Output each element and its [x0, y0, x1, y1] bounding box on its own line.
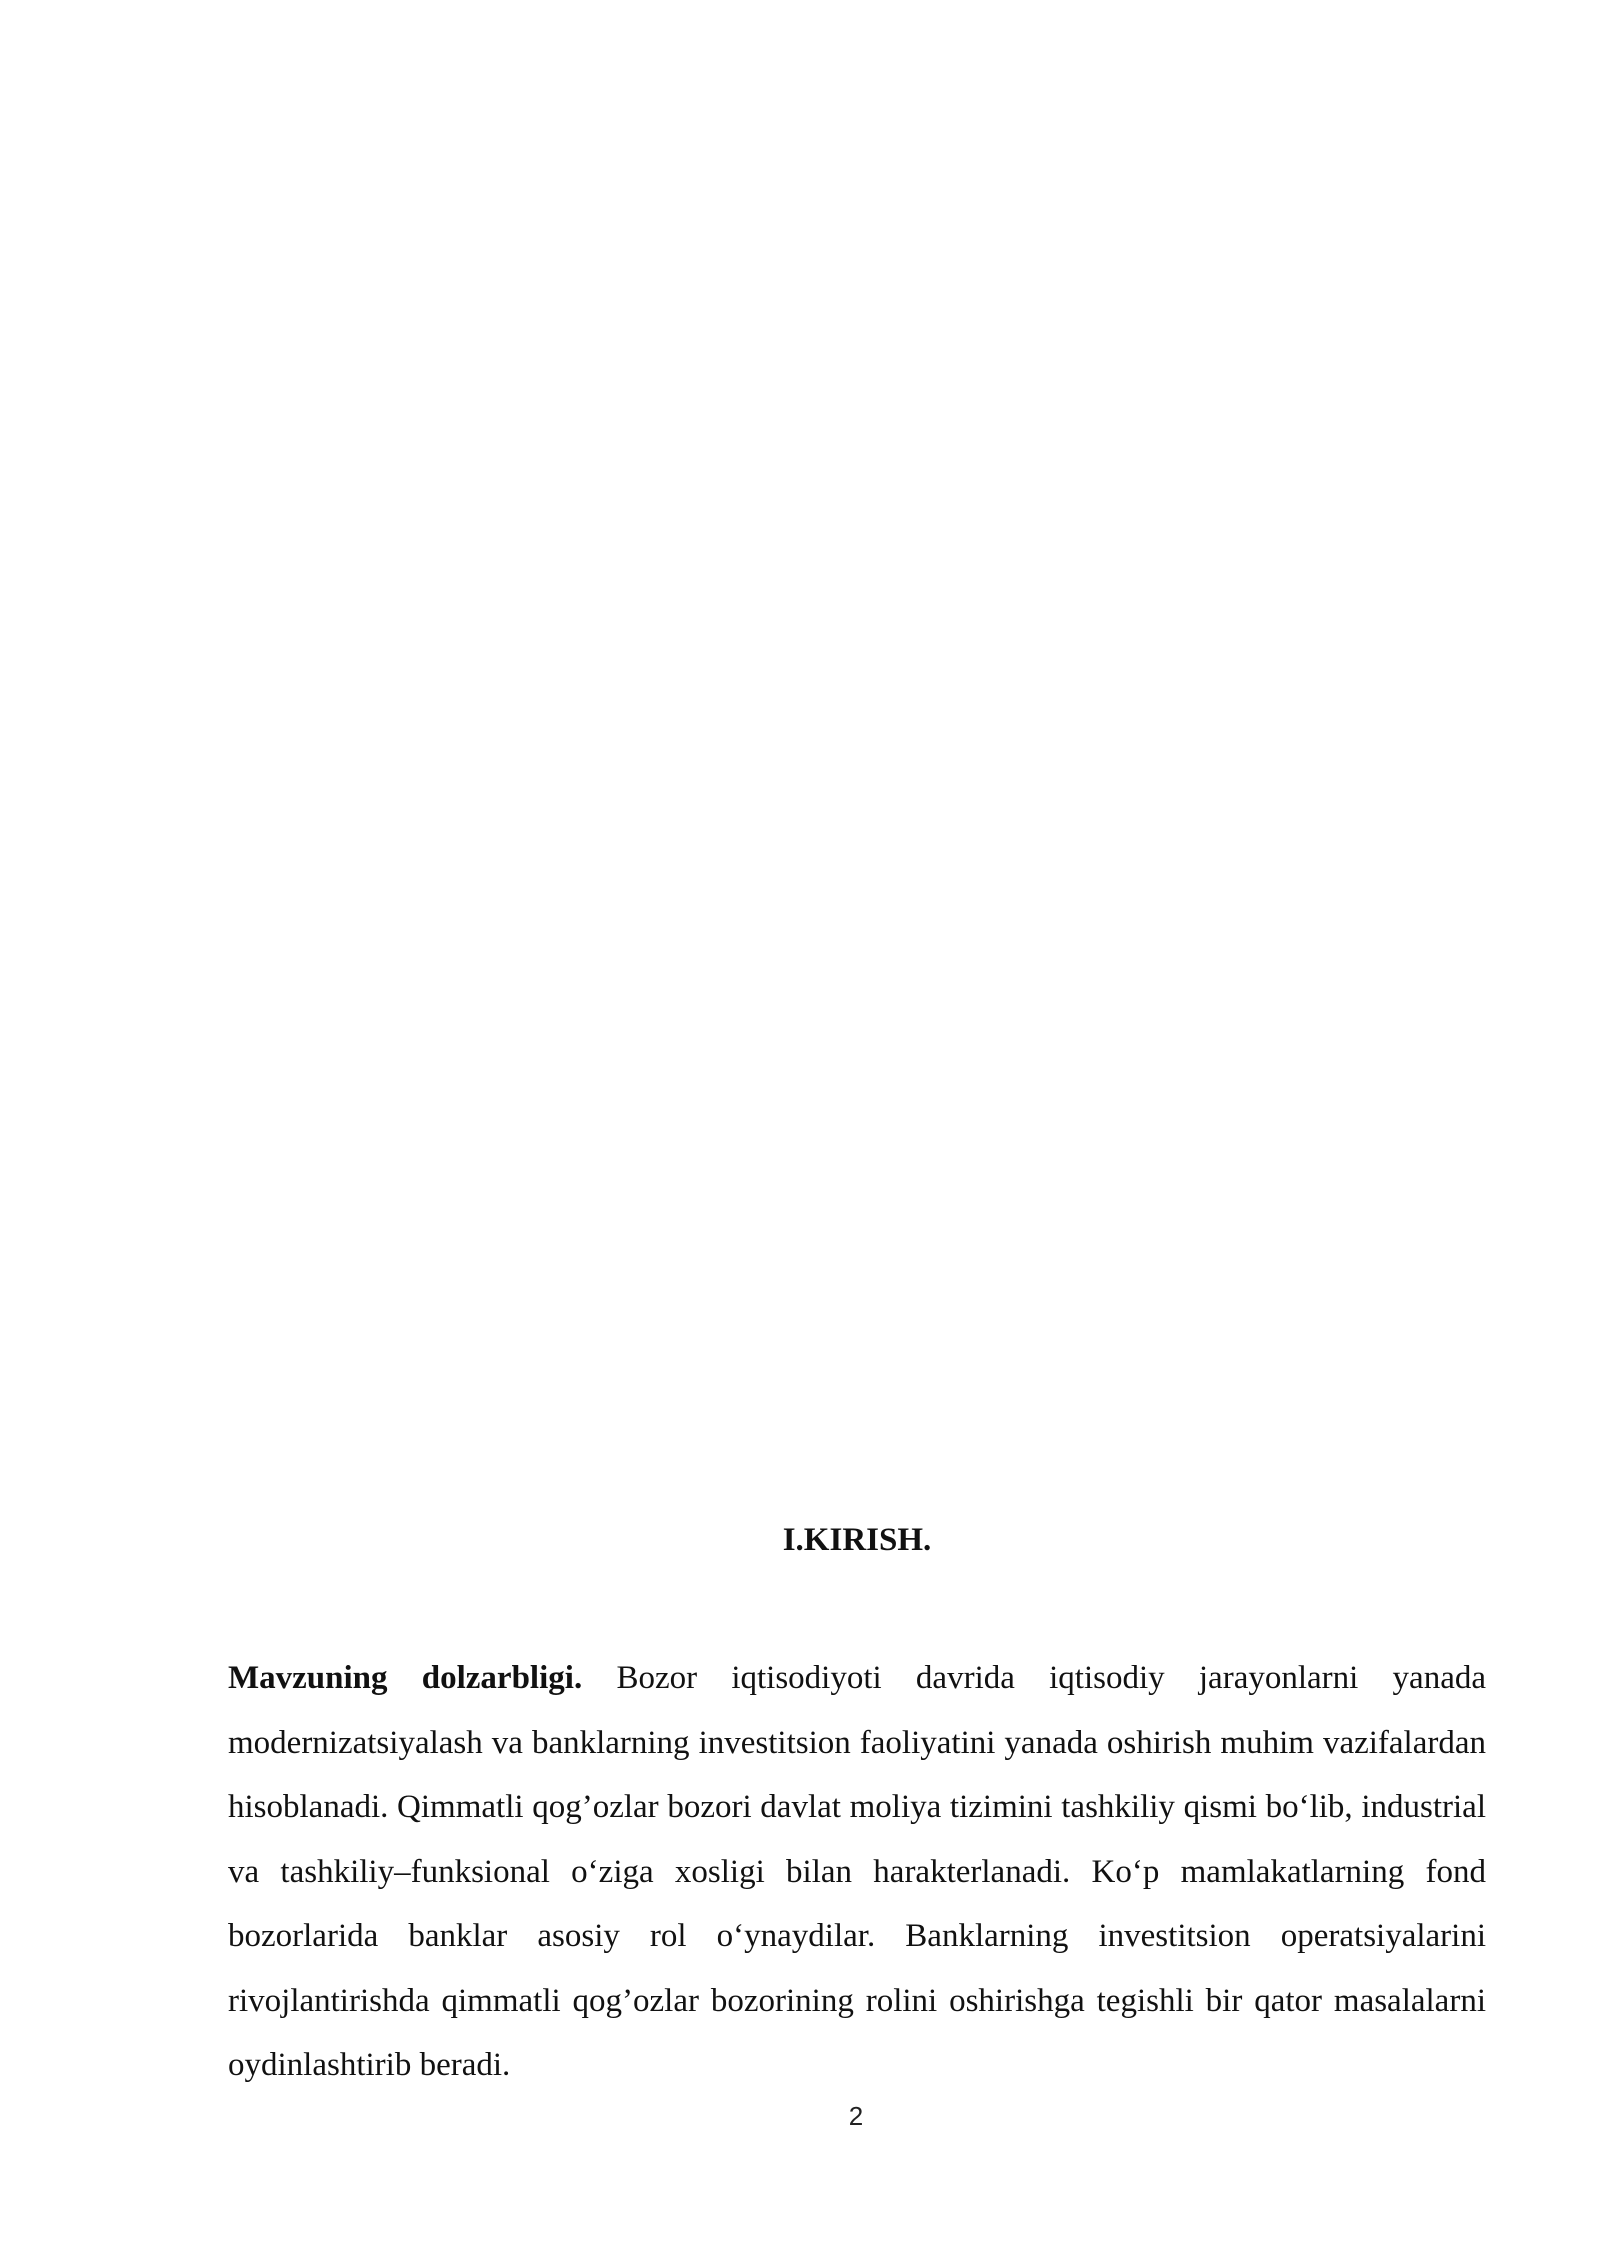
- page-number: 2: [848, 2101, 864, 2131]
- paragraph-body: Bozor iqtisodiyoti davrida iqtisodiy jarayonlarni yanada modernizatsiyalash va banklarning investitsion faoliyatini yanada oshirish muhim vazifalardan hisoblanadi. Qimmatli qog’ozlar bozori davlat moliya tizimini tashkiliy qismi bo‘lib, industrial va tashkiliy–funksional o‘ziga xosligi bilan harakterlanadi. Ko‘p mamlakatlarning fond bozorlarida banklar asosiy rol o‘ynaydilar. Banklarning investitsion operatsiyalarini rivojlantirishda qimmatli qog’ozlar bozorining rolini oshirishga tegishli bir qator masalalarni oydinlashtirib beradi.: [228, 1660, 1486, 2083]
- section-heading: I.KIRISH.: [782, 1522, 932, 1558]
- intro-paragraph: [228, 1646, 1486, 2098]
- paragraph-lead: Mavzuning dolzarbligi.: [228, 1660, 583, 1696]
- heading-container: [228, 1518, 1486, 1562]
